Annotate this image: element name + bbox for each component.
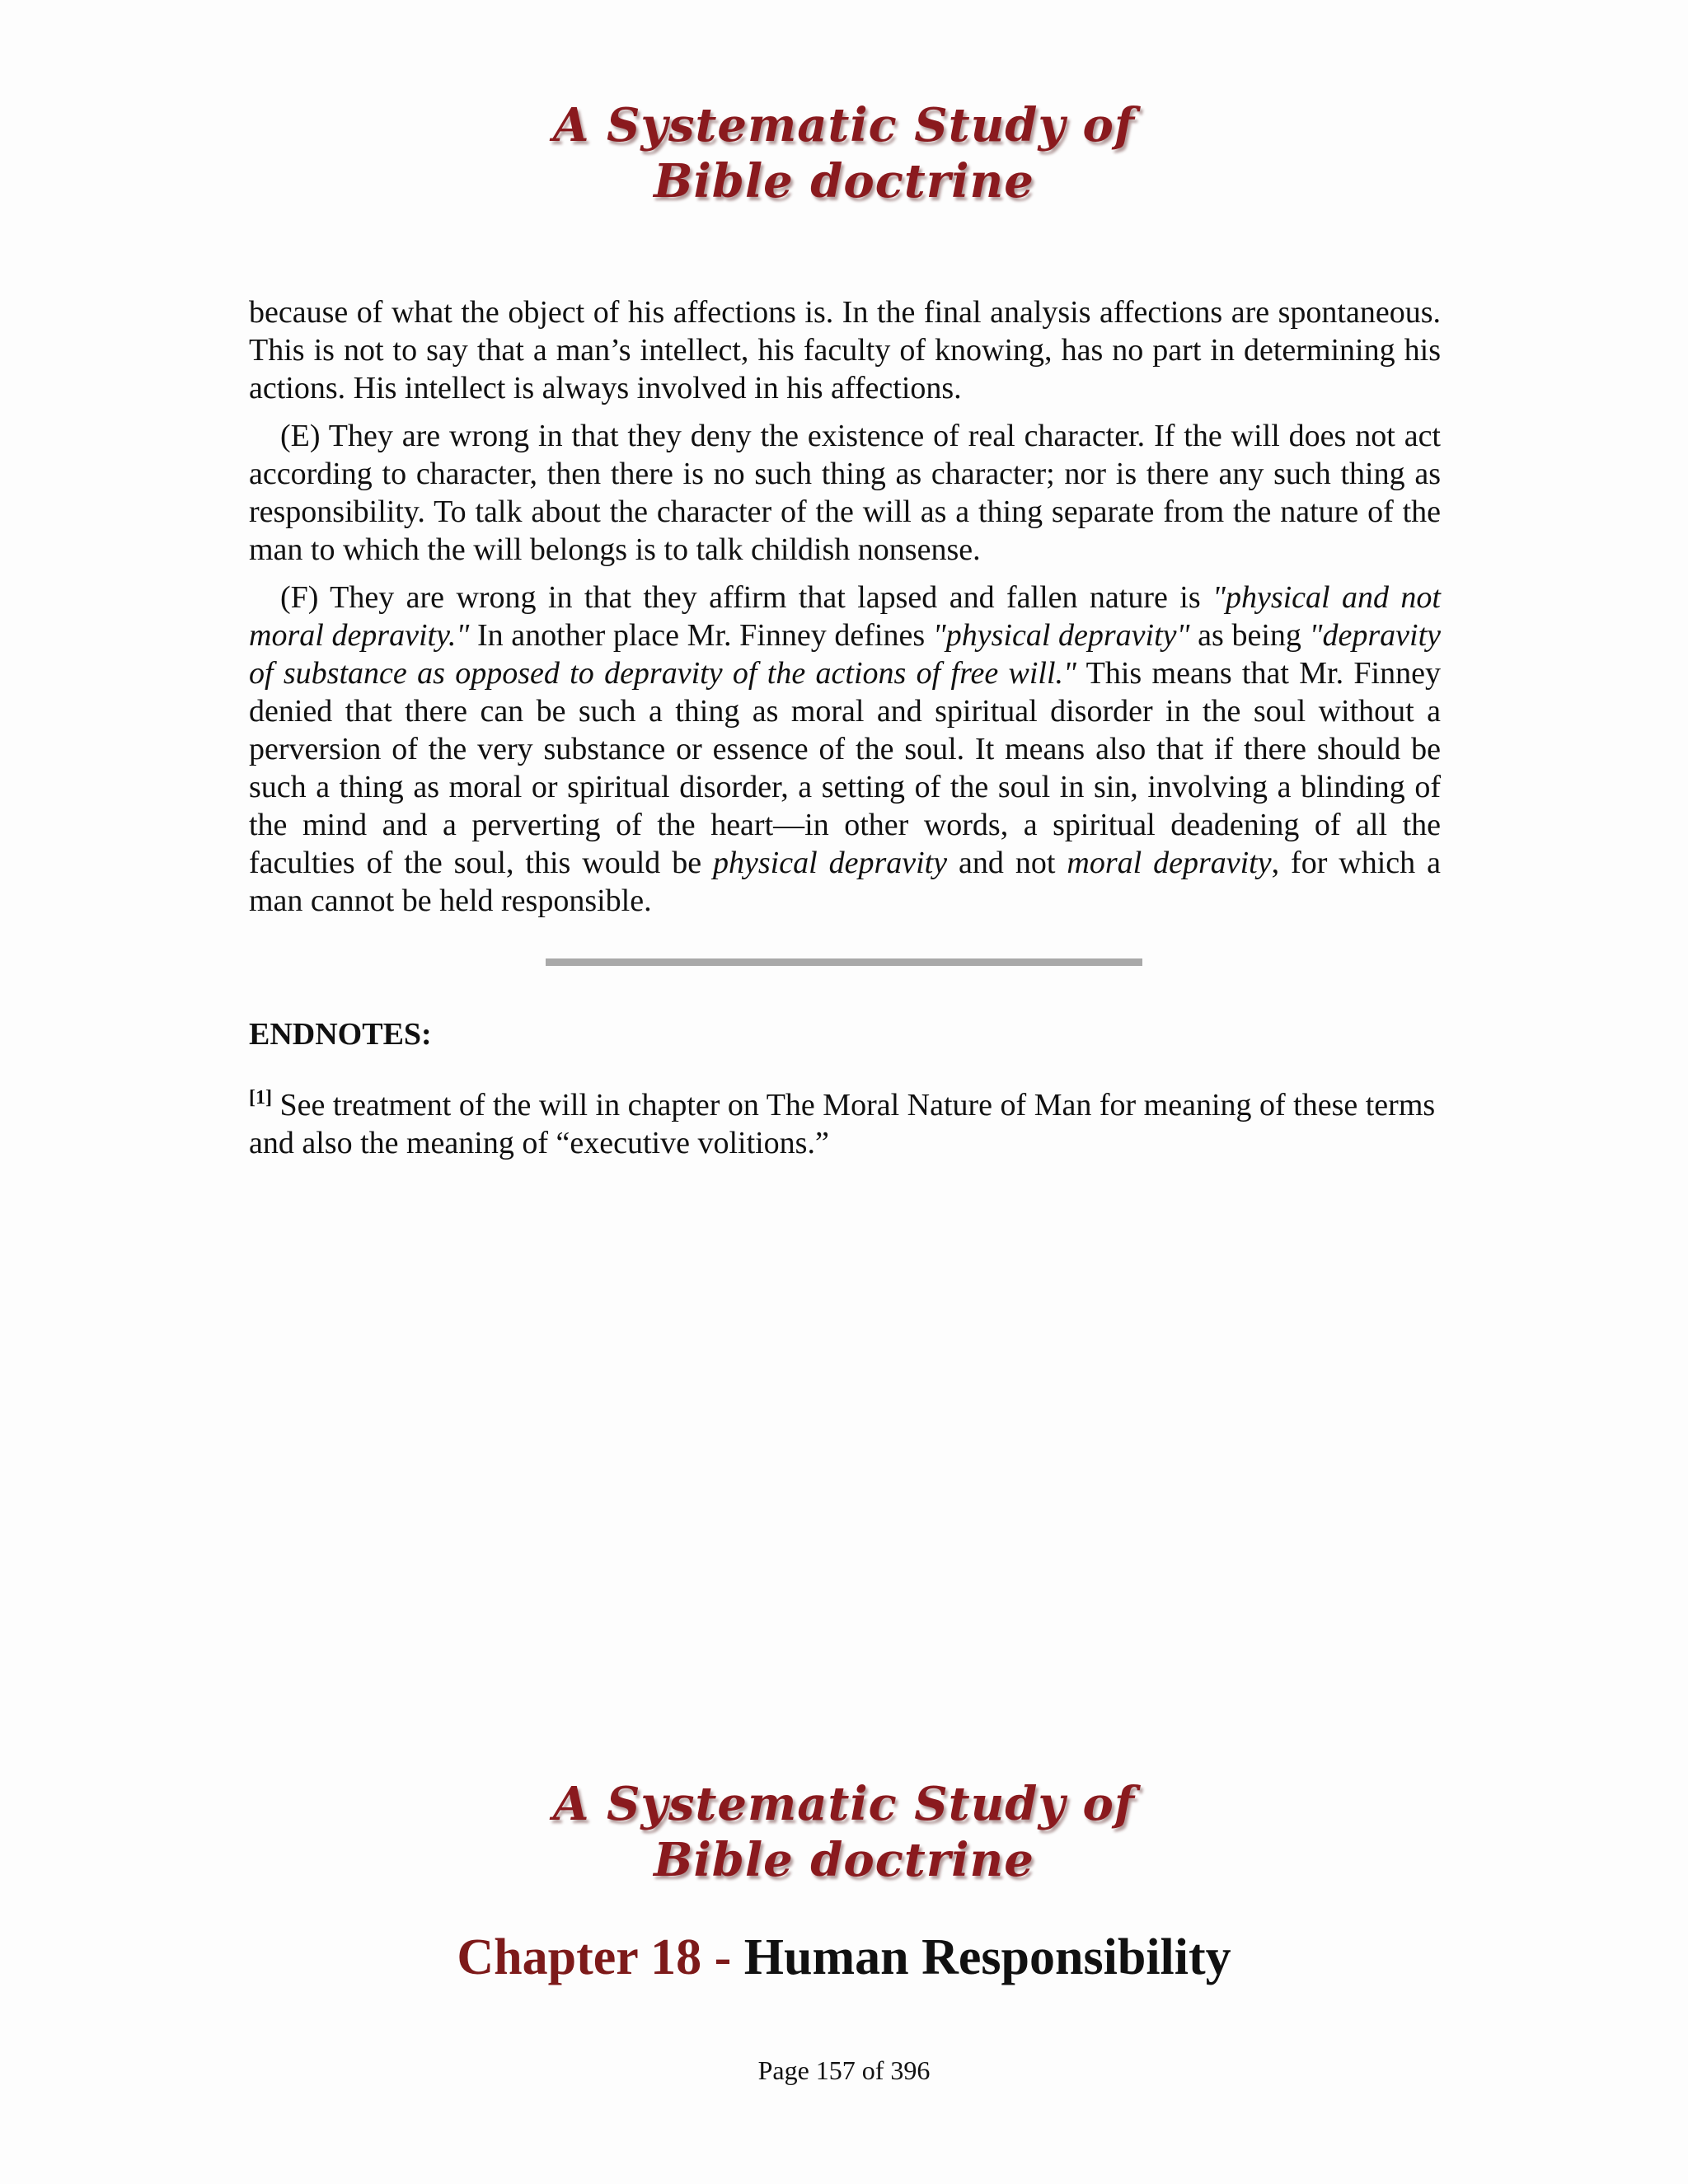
paragraph-1: because of what the object of his affections is. In the final analysis affections are spontaneous. This is not to say that a man’s intellect, his faculty of knowing, has no part in determining his actions. His intellect is always involved in his affections.: [249, 295, 1441, 405]
endnote-1-text: See treatment of the will in chapter on The Moral Nature of Man for meaning of these terms and also the meaning of “executive volitions.”: [249, 1088, 1436, 1160]
page-number: Page 157 of 396: [757, 2055, 931, 2085]
endnotes-heading: ENDNOTES:: [249, 1017, 432, 1052]
chapter-heading: [0, 1926, 1688, 1989]
quote-physical-not-moral: "physical and not moral depravity.": [249, 580, 1441, 653]
footer-logo-line1: A Systematic Study of: [553, 1777, 1135, 1831]
endnote-1-marker[interactable]: [1]: [249, 1087, 272, 1108]
paragraph-3-text: and not: [947, 846, 1067, 880]
quote-depravity-of-substance: "depravity of substance as opposed to depravity of the actions of free will.": [249, 618, 1442, 691]
chapter-title: Human Responsibility: [743, 1929, 1231, 1985]
header-logo-line2: Bible doctrine: [654, 154, 1034, 209]
term-physical-depravity: physical depravity: [713, 846, 948, 880]
paragraph-3: [249, 579, 1441, 920]
header-logo-line1: A Systematic Study of: [553, 98, 1135, 152]
section-divider: [546, 958, 1142, 966]
chapter-number: Chapter 18 -: [457, 1929, 744, 1985]
paragraph-3-text: In another place Mr. Finney defines: [469, 618, 933, 653]
paragraph-3-text: , for which a man cannot be held responsible.: [249, 846, 1441, 918]
footer-logo-line2: Bible doctrine: [654, 1833, 1034, 1887]
header-logo: [0, 97, 1688, 209]
footer-logo: [0, 1776, 1688, 1888]
term-moral-depravity: moral depravity: [1067, 846, 1272, 880]
paragraph-2: (E) They are wrong in that they deny the existence of real character. If the will does not act according to character, then there is no such thing as character; nor is there any such thing as responsibility. To talk about the character of the will as a thing separate from the nature of the man to which the will belongs is to talk childish nonsense.: [249, 419, 1441, 567]
paragraph-3-text: (F) They are wrong in that they affirm that lapsed and fallen nature is: [280, 580, 1213, 615]
body-text: [249, 293, 1441, 930]
paragraph-3-text: as being: [1189, 618, 1310, 653]
quote-physical-depravity: "physical depravity": [932, 618, 1190, 653]
paragraph-3-text: This means that Mr. Finney denied that there can be such a thing as moral and spiritual disorder in the soul without a perversion of the very substance or essence of the soul. It means also that if there should be such a thing as moral or spiritual disorder, a setting of the soul in sin, involving a blinding of the mind and a perverting of the heart—in other words, a spiritual deadening of all the faculties of the soul, this would be: [249, 656, 1441, 880]
endnote-1: [249, 1086, 1441, 1162]
